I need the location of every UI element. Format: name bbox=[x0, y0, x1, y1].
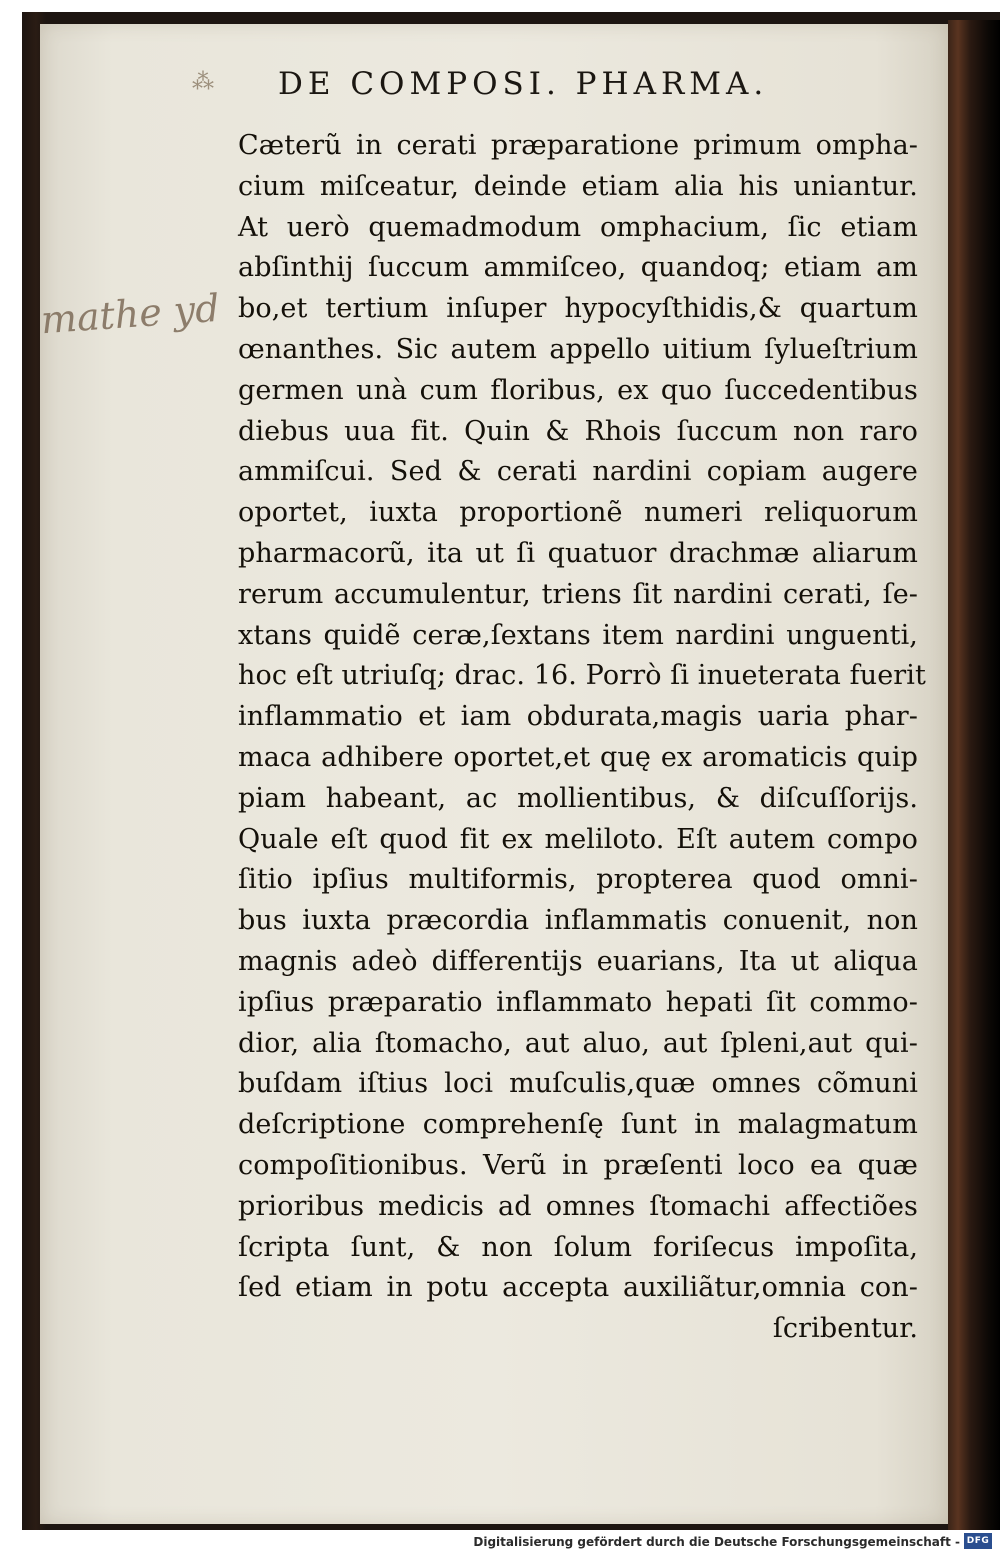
text-line: diebus uua fit. Quin & Rhois ſuccum non raro bbox=[238, 415, 918, 447]
page-edge bbox=[948, 20, 1000, 1530]
running-head: DE COMPOSI. PHARMA. bbox=[278, 66, 769, 102]
text-line: abſinthij ſuccum ammiſceo, quandoq; etiam am bbox=[238, 252, 918, 284]
digitization-credit: Digitalisierung gefördert durch die Deutsche Forschungsgemeinschaft - bbox=[473, 1535, 960, 1549]
text-line: piam habeant, ac mollientibus, & diſcuſſorijs. bbox=[238, 782, 918, 814]
text-line: rerum accumulentur, triens ſit nardini cerati, ſe- bbox=[238, 578, 918, 610]
text-line: Cæterũ in cerati præparatione primum ompha- bbox=[238, 130, 918, 161]
text-line: bo,et tertium inſuper hypocyſthidis,& quartum bbox=[238, 293, 918, 325]
text-line: ipſius præparatio inflammato hepati ſit commo- bbox=[238, 986, 918, 1018]
body-text bbox=[238, 126, 926, 1350]
text-line: buſdam iſtius loci muſculis,quæ omnes cõmuni bbox=[238, 1068, 918, 1100]
text-line: magnis adeò differentijs euarians, Ita ut aliqua bbox=[238, 945, 918, 977]
text-line: bus iuxta præcordia inflammatis conuenit, non bbox=[238, 905, 918, 937]
text-line: germen unà cum floribus, ex quo ſuccedentibus bbox=[238, 374, 918, 406]
text-line: ſed etiam in potu accepta auxiliãtur,omnia con- bbox=[238, 1272, 918, 1304]
text-line: dior, alia ſtomacho, aut aluo, aut ſpleni,aut qui- bbox=[238, 1027, 918, 1059]
text-line: oportet, iuxta proportionẽ numeri reliquorum bbox=[238, 497, 918, 529]
text-line: pharmacorũ, ita ut ſi quatuor drachmæ aliarum bbox=[238, 537, 918, 569]
dfg-logo: DFG bbox=[964, 1533, 992, 1549]
text-line: ſitio ipſius multiformis, propterea quod omni- bbox=[238, 864, 918, 896]
text-line: ſcribentur. bbox=[772, 1313, 918, 1345]
text-line: hoc eſt utriuſq; drac. 16. Porrò ſi inueterata fuerit bbox=[238, 660, 926, 692]
marginal-note: mathe yd bbox=[39, 285, 221, 343]
text-line: compoſitionibus. Verũ in præſenti loco ea quæ bbox=[238, 1149, 918, 1181]
text-line: œnanthes. Sic autem appello uitium ſylueſtrium bbox=[238, 333, 918, 365]
text-line: xtans quidẽ ceræ,ſextans item nardini unguenti, bbox=[238, 619, 918, 651]
text-line: deſcriptione comprehenſę ſunt in malagmatum bbox=[238, 1109, 918, 1141]
text-line: prioribus medicis ad omnes ſtomachi affectiões bbox=[238, 1190, 918, 1222]
head-mark: ⁂ bbox=[192, 70, 216, 95]
text-line: inflammatio et iam obdurata,magis uaria phar- bbox=[238, 701, 918, 733]
text-line: ammiſcui. Sed & cerati nardini copiam augere bbox=[238, 456, 918, 488]
text-line: cium miſceatur, deinde etiam alia his uniantur. bbox=[238, 170, 918, 202]
text-line: At uerò quemadmodum omphacium, ſic etiam bbox=[238, 211, 918, 243]
text-line: Quale eſt quod fit ex meliloto. Eſt autem compo bbox=[238, 823, 918, 855]
text-line: ſcripta ſunt, & non ſolum foriſecus impoſita, bbox=[238, 1231, 918, 1263]
text-line: maca adhibere oportet,et quę ex aromaticis quip bbox=[238, 741, 918, 773]
